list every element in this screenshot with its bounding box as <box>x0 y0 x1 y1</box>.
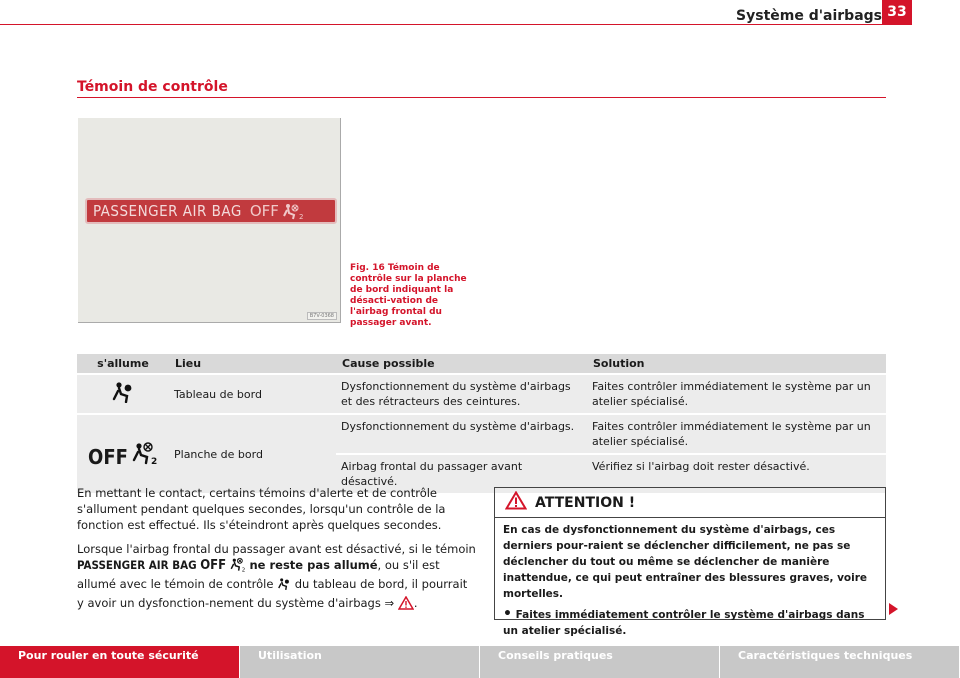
page-number: 33 <box>882 0 912 24</box>
warning-triangle-icon <box>398 596 414 614</box>
figure-indicator-photo <box>78 118 341 323</box>
header-title: Système d'airbags <box>736 8 882 24</box>
body-text <box>77 485 477 622</box>
table-header-row <box>77 354 886 374</box>
row-icon-cell <box>77 414 169 493</box>
passenger-airbag-label: PASSENGER AIR BAG <box>77 558 197 572</box>
col-header-cause: Cause possible <box>336 354 587 374</box>
airbag-warning-icon <box>111 393 135 406</box>
header-rule <box>0 24 912 25</box>
indicator-off-label: OFF <box>249 202 279 220</box>
warning-triangle-icon <box>505 491 527 514</box>
row-cause: Dysfonctionnement du système d'airbags et des rétracteurs des ceintures. <box>336 374 587 414</box>
row-solution: Faites contrôler immédiatement le système par un atelier spécialisé. <box>587 414 886 454</box>
svg-text:2: 2 <box>298 213 304 220</box>
footer-tab-conseils[interactable]: Conseils pratiques <box>480 646 720 678</box>
footer-tab-securite[interactable]: Pour rouler en toute sécurité <box>0 646 240 678</box>
warning-lamp-table <box>77 354 886 493</box>
row-icon-cell <box>77 374 169 414</box>
bullet: • <box>503 606 512 622</box>
reference-arrow: ⇒ <box>384 596 395 610</box>
table-row <box>77 414 886 454</box>
airbag-off-icon <box>88 441 158 469</box>
indicator-label: PASSENGER AIR BAG <box>93 202 242 220</box>
row-location: Planche de bord <box>169 414 336 493</box>
body-paragraph-2: Lorsque l'airbag frontal du passager avant est désactivé, si le témoin PASSENGER AIR BAG OFF 2 ne reste pas allumé, ou s'il est allumé avec le témoin de contrôle du tableau de bord, il pourrait y avoir un dysfonction-nement du système d'airbags ⇒ . <box>77 541 477 614</box>
table-row <box>77 374 886 414</box>
row-solution: Vérifiez si l'airbag doit rester désactivé. <box>587 454 886 493</box>
col-header-solution: Solution <box>587 354 886 374</box>
figure-caption: Fig. 16 Témoin de contrôle sur la planche de bord indiquant la désacti-vation de l'airbag frontal du passager avant. <box>350 263 467 328</box>
attention-header <box>495 488 885 518</box>
svg-text:2: 2 <box>150 456 158 465</box>
svg-text:2: 2 <box>241 567 246 572</box>
section-rule <box>77 97 886 98</box>
passenger-airbag-off-indicator <box>85 198 337 224</box>
footer-nav <box>0 646 960 678</box>
body-paragraph-1: En mettant le contact, certains témoins d'alerte et de contrôle s'allument pendant quelques secondes, lorsqu'un contrôle de la fonction est effectué. Ils s'éteindront après quelques secondes. <box>77 486 446 532</box>
row-cause: Dysfonctionnement du système d'airbags. <box>336 414 587 454</box>
figure-code: B7V-0368 <box>307 312 337 320</box>
row-location: Tableau de bord <box>169 374 336 414</box>
attention-bullet-item: • Faites immédiatement contrôler le système d'airbags dans un atelier spécialisé. <box>503 606 865 637</box>
attention-paragraph: En cas de dysfonctionnement du système d'airbags, ces derniers pour-raient se déclencher difficilement, ne pas se déclencher du tout ou même se déclencher de manière inattendue, ce qui peut entraîner des blessures graves, voire mortelles. <box>503 524 868 600</box>
footer-tab-utilisation[interactable]: Utilisation <box>240 646 480 678</box>
airbag-off-inline-text: OFF <box>200 558 227 573</box>
airbag-off-icon <box>283 202 305 220</box>
col-header-location: Lieu <box>169 354 336 374</box>
airbag-warning-inline-icon <box>277 577 291 595</box>
attention-title: ATTENTION ! <box>535 494 636 511</box>
airbag-off-text: OFF <box>88 444 128 469</box>
col-header-lights: s'allume <box>77 354 169 374</box>
row-solution: Faites contrôler immédiatement le système par un atelier spécialisé. <box>587 374 886 414</box>
footer-tab-caracteristiques[interactable]: Caractéristiques techniques <box>720 646 960 678</box>
attention-body <box>495 518 885 647</box>
next-page-arrow-icon[interactable] <box>889 603 898 615</box>
section-title: Témoin de contrôle <box>77 79 228 95</box>
attention-box <box>494 487 886 637</box>
airbag-off-inline-icon <box>230 557 246 576</box>
row-cause: Airbag frontal du passager avant désactivé. <box>336 454 587 493</box>
